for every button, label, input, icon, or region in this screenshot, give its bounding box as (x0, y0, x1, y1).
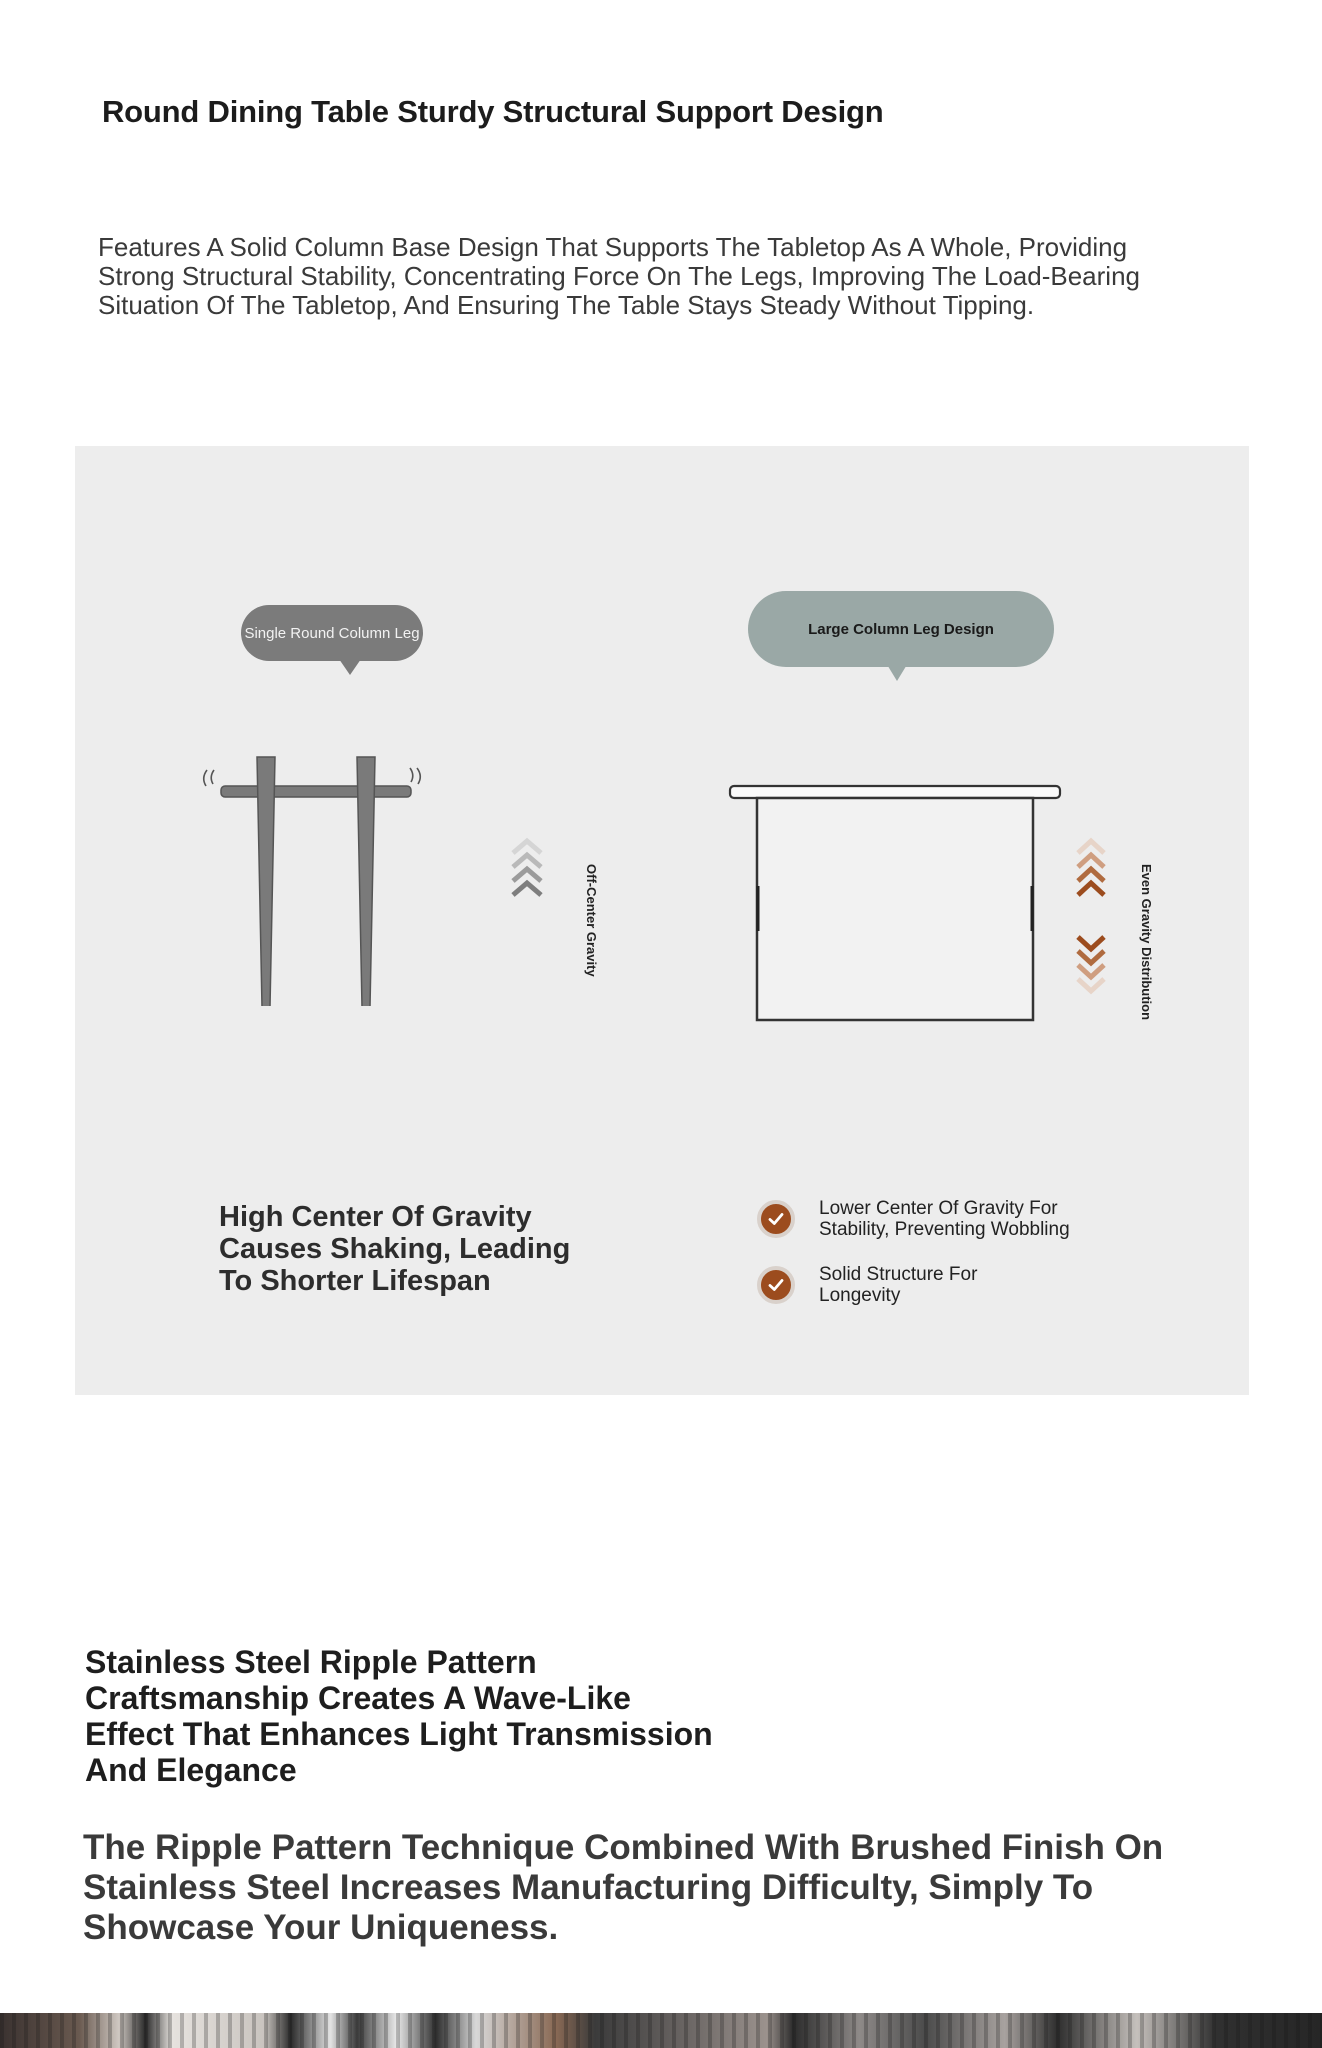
down-chevrons-icon (1078, 937, 1104, 991)
off-center-gravity-label: Off-Center Gravity (584, 864, 599, 977)
column-leg-table-illustration (727, 781, 1067, 1041)
even-gravity-label: Even Gravity Distribution (1139, 864, 1154, 1021)
benefit-item (757, 1198, 1119, 1240)
up-chevrons-icon (1078, 841, 1104, 895)
check-icon (757, 1200, 795, 1238)
ripple-steel-photo (0, 2013, 1322, 2048)
check-icon (757, 1266, 795, 1304)
large-column-leg-bubble (748, 591, 1054, 667)
thin-leg-table-illustration (185, 746, 445, 1006)
comparison-panel (75, 446, 1249, 1395)
section2-description: The Ripple Pattern Technique Combined With Brushed Finish On Stainless Steel Increases Manufacturing Difficulty, Simply To Showcase Your Uniqueness. (83, 1828, 1164, 1947)
vibration-icon (204, 768, 421, 786)
large-column-leg-label: Large Column Leg Design (808, 620, 994, 638)
even-gravity-chevrons-icon (1070, 831, 1115, 1011)
single-column-leg-bubble (241, 605, 423, 661)
benefit-text: Lower Center Of Gravity For Stability, Preventing Wobbling (819, 1198, 1070, 1240)
section2-title: Stainless Steel Ripple Pattern Craftsmanship Creates A Wave-Like Effect That Enhances Light Transmission And Elegance (85, 1644, 713, 1788)
single-column-leg-label: Single Round Column Leg (244, 624, 420, 642)
benefit-text: Solid Structure For Longevity (819, 1264, 978, 1306)
benefit-item (757, 1264, 1009, 1306)
up-chevrons-icon (507, 831, 547, 911)
left-caption: High Center Of Gravity Causes Shaking, Leading To Shorter Lifespan (219, 1201, 571, 1297)
section1-title: Round Dining Table Sturdy Structural Support Design (102, 94, 884, 129)
section1-description: Features A Solid Column Base Design That Supports The Tabletop As A Whole, Providing Strong Structural Stability, Concentrating Force On The Legs, Improving The Load-Bearing Situation Of The Tabletop, And Ensuring The Table Stays Steady Without Tipping. (98, 232, 1140, 320)
